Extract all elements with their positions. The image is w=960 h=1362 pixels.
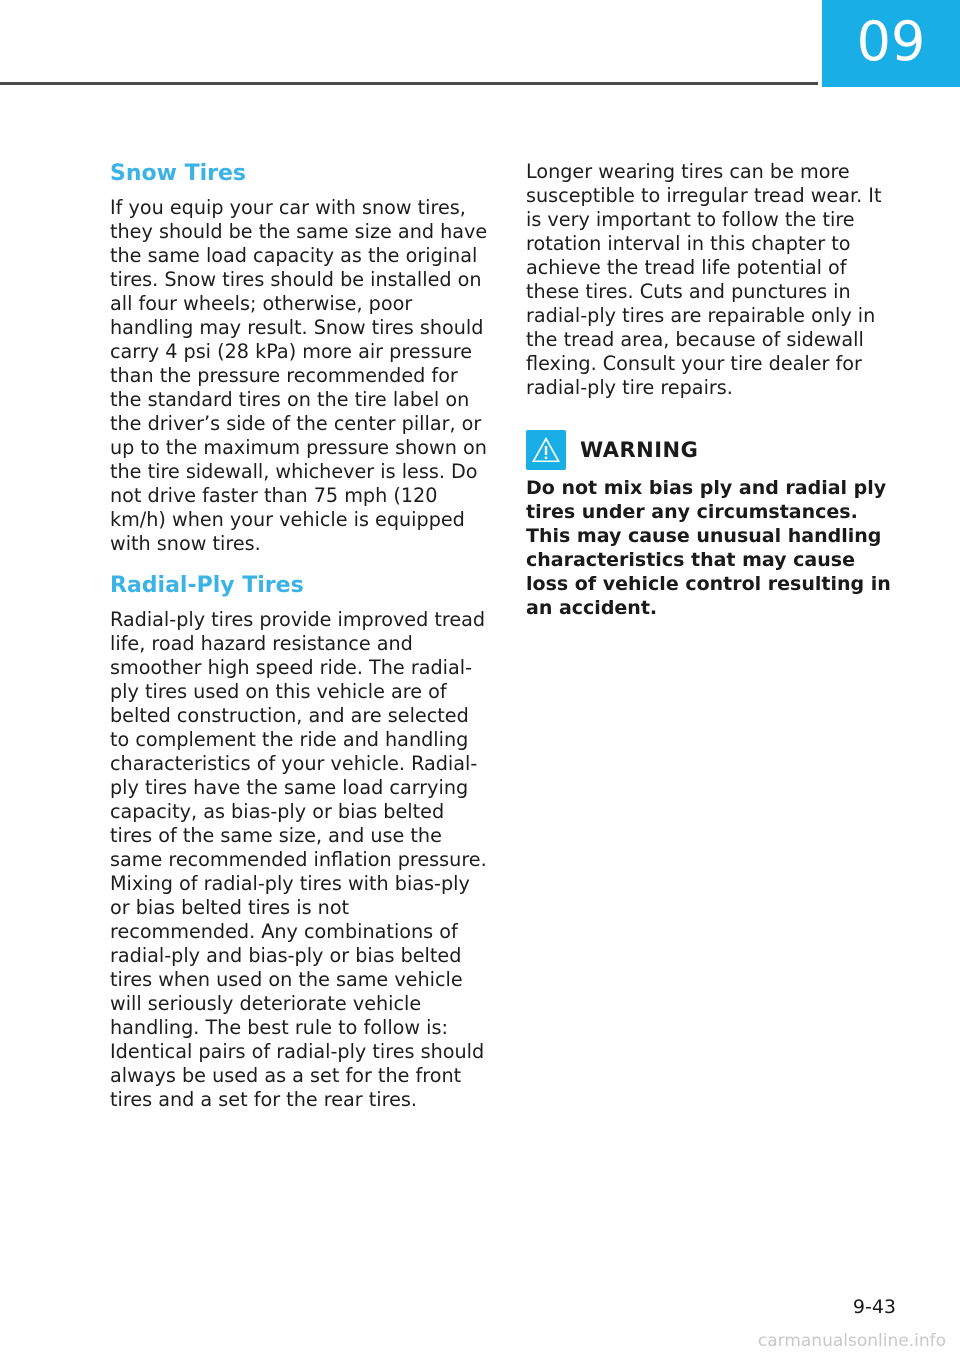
snow-tires-section (110, 158, 492, 556)
watermark: carmanualsonline.info (757, 1331, 946, 1351)
chapter-tab (822, 0, 960, 87)
warning-body: Do not mix bias ply and radial ply tires under any circumstances. This may cause unusual handling characteristics that may cause loss of vehicle control resulting in an accident. (526, 477, 891, 619)
warning-box (526, 430, 896, 620)
warning-triangle-icon (526, 430, 566, 470)
warning-title: WARNING (580, 438, 699, 462)
header-rule (0, 82, 818, 85)
radial-ply-section (110, 570, 492, 1112)
right-column (526, 160, 896, 620)
radial-ply-body: Radial-ply tires provide improved tread life, road hazard resistance and smoother high speed ride. The radial-ply tires used on this vehicle are of belted construction, and are selected to complement the ride and handling characteristics of your vehicle. Radial-ply tires have the same load carrying capacity, as bias-ply or bias belted tires of the same size, and use the same recommended inflation pressure. Mixing of radial-ply tires with bias-ply or bias belted tires is not recommended. Any combinations of radial-ply and bias-ply or bias belted tires when used on the same vehicle will seriously deteriorate vehicle handling. The best rule to follow is: Identical pairs of radial-ply tires should always be used as a set for the front tires and a set for the rear tires. (110, 608, 487, 1111)
chapter-number: 09 (856, 10, 926, 73)
snow-tires-body: If you equip your car with snow tires, they should be the same size and have the same load capacity as the original tires. Snow tires should be installed on all four wheels; otherwise, poor handling may result. Snow tires should carry 4 psi (28 kPa) more air pressure than the pressure recommended for the standard tires on the tire label on the driver’s side of the center pillar, or up to the maximum pressure shown on the tire sidewall, whichever is less. Do not drive faster than 75 mph (120 km/h) when your vehicle is equipped with snow tires. (110, 196, 488, 555)
tread-wear-paragraph: Longer wearing tires can be more susceptible to irregular tread wear. It is very important to follow the tire rotation interval in this chapter to achieve the tread life potential of these tires. Cuts and punctures in radial-ply tires are repairable only in the tread area, because of sidewall flexing. Consult your tire dealer for radial-ply tire repairs. (526, 160, 882, 399)
left-column (110, 158, 492, 1112)
snow-tires-heading: Snow Tires (110, 161, 247, 186)
radial-ply-heading: Radial-Ply Tires (110, 573, 304, 598)
page-number: 9-43 (852, 1296, 896, 1318)
warning-header (526, 430, 896, 470)
